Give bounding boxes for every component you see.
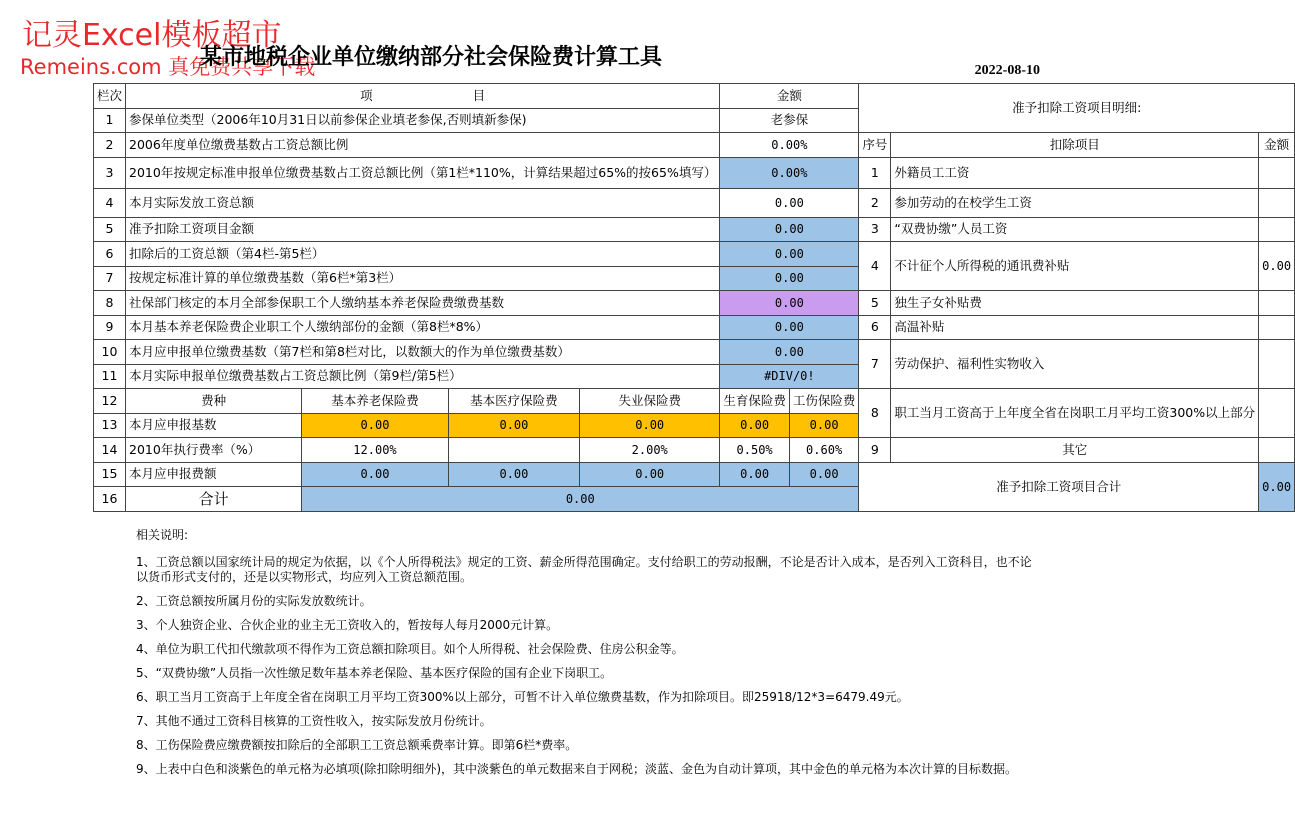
- value-cell[interactable]: 0.00%: [720, 133, 859, 158]
- deduction-number: 5: [859, 291, 891, 316]
- fee-cell-auto: 0.00: [580, 462, 720, 487]
- row-number: 5: [94, 217, 126, 242]
- row-label: 2006年度单位缴费基数占工资总额比例: [126, 133, 720, 158]
- deduction-number: 1: [859, 157, 891, 188]
- fee-cell-auto: 0.00: [448, 462, 579, 487]
- ins-col-maternity: 生育保险费: [720, 389, 790, 414]
- deduction-label: “双费协缴”人员工资: [891, 217, 1259, 242]
- row-label: 按规定标准计算的单位缴费基数（第6栏*第3栏）: [126, 266, 720, 291]
- note-item: 2、工资总额按所属月份的实际发放数统计。: [136, 594, 372, 608]
- value-cell-online[interactable]: 0.00: [720, 291, 859, 316]
- deduction-value[interactable]: [1259, 217, 1295, 242]
- note-item: 5、“双费协缴”人员指一次性缴足数年基本养老保险、基本医疗保险的国有企业下岗职工。: [136, 666, 613, 680]
- row-number: 14: [94, 438, 126, 463]
- total-label: 合计: [126, 487, 302, 512]
- note-item: 7、其他不通过工资科目核算的工资性收入，按实际发放月份统计。: [136, 714, 492, 728]
- deduction-number: 3: [859, 217, 891, 242]
- deduction-number: 7: [859, 340, 891, 389]
- deduction-total-label: 准予扣除工资项目合计: [859, 462, 1259, 512]
- deduction-label: 其它: [891, 438, 1259, 463]
- rate-cell[interactable]: 12.00%: [302, 438, 449, 463]
- deduction-number: 4: [859, 242, 891, 291]
- note-item: 4、单位为职工代扣代缴款项不得作为工资总额扣除项目。如个人所得税、社会保险费、住房公积金等。: [136, 642, 684, 656]
- col-header-xiangmu: 项 目: [126, 84, 720, 109]
- row-number: 16: [94, 487, 126, 512]
- row-number: 15: [94, 462, 126, 487]
- deduction-number: 6: [859, 315, 891, 340]
- deduction-label: 职工当月工资高于上年度全省在岗职工月平均工资300%以上部分: [891, 389, 1259, 438]
- deduction-value[interactable]: [1259, 291, 1295, 316]
- value-cell-auto: #DIV/0!: [720, 364, 859, 389]
- row-number: 1: [94, 108, 126, 133]
- deduction-value[interactable]: [1259, 188, 1295, 217]
- deduction-label: 独生子女补贴费: [891, 291, 1259, 316]
- watermark-brand: 记灵Excel模板超市: [22, 18, 282, 53]
- deduction-value[interactable]: [1259, 389, 1295, 438]
- fee-cell-auto: 0.00: [720, 462, 790, 487]
- base-cell-gold: 0.00: [302, 413, 449, 438]
- base-cell-gold: 0.00: [720, 413, 790, 438]
- row-number: 2: [94, 133, 126, 158]
- row-label: 准予扣除工资项目金额: [126, 217, 720, 242]
- rate-cell[interactable]: [448, 438, 579, 463]
- deduction-label: 高温补贴: [891, 315, 1259, 340]
- deduction-number: 2: [859, 188, 891, 217]
- ins-col-unemployment: 失业保险费: [580, 389, 720, 414]
- row-number: 10: [94, 340, 126, 365]
- row-number: 9: [94, 315, 126, 340]
- row-number: 4: [94, 188, 126, 217]
- row-number: 6: [94, 242, 126, 267]
- fee-cell-auto: 0.00: [302, 462, 449, 487]
- deduction-number: 9: [859, 438, 891, 463]
- row-number: 7: [94, 266, 126, 291]
- deduction-value[interactable]: [1259, 340, 1295, 389]
- row-label: 2010年按规定标准申报单位缴费基数占工资总额比例（第1栏*110%，计算结果超过65%的按65%填写）: [126, 157, 720, 188]
- rate-cell[interactable]: 2.00%: [580, 438, 720, 463]
- row-label: 费种: [126, 389, 302, 414]
- col-header-lanci: 栏次: [94, 84, 126, 109]
- base-cell-gold: 0.00: [789, 413, 859, 438]
- note-item: 6、职工当月工资高于上年度全省在岗职工月平均工资300%以上部分，可暂不计入单位缴费基数，作为扣除项目。即25918/12*3=6479.49元。: [136, 690, 909, 704]
- ins-col-injury: 工伤保险费: [789, 389, 859, 414]
- deduction-label: 参加劳动的在校学生工资: [891, 188, 1259, 217]
- row-number: 11: [94, 364, 126, 389]
- col-header-koucu: 扣除项目: [891, 133, 1259, 158]
- row-label: 社保部门核定的本月全部参保职工个人缴纳基本养老保险费缴费基数: [126, 291, 720, 316]
- col-header-jine: 金额: [720, 84, 859, 109]
- note-item: 1、工资总额以国家统计局的规定为依据，以《个人所得税法》规定的工资、薪金所得范围确定。支付给职工的劳动报酬，不论是否计入成本，是否列入工资科目，也不论以货币形式支付的，还是以实物形式，均应列入工资总额范围。: [136, 555, 1032, 584]
- deduction-value[interactable]: 0.00: [1259, 242, 1295, 291]
- notes-section: [136, 528, 1041, 786]
- value-cell-auto: 0.00: [720, 217, 859, 242]
- notes-heading: 相关说明:: [136, 528, 189, 542]
- row-label: 本月应申报费额: [126, 462, 302, 487]
- base-cell-gold: 0.00: [580, 413, 720, 438]
- row-label: 本月实际申报单位缴费基数占工资总额比例（第9栏/第5栏）: [126, 364, 720, 389]
- value-cell[interactable]: 0.00: [720, 188, 859, 217]
- deduction-total-value: 0.00: [1259, 462, 1295, 512]
- ins-col-medical: 基本医疗保险费: [448, 389, 579, 414]
- deduction-number: 8: [859, 389, 891, 438]
- deduction-value[interactable]: [1259, 438, 1295, 463]
- rate-cell[interactable]: 0.50%: [720, 438, 790, 463]
- value-cell-auto: 0.00: [720, 315, 859, 340]
- row-label: 本月实际发放工资总额: [126, 188, 720, 217]
- row-number: 8: [94, 291, 126, 316]
- ins-col-pension: 基本养老保险费: [302, 389, 449, 414]
- base-cell-gold: 0.00: [448, 413, 579, 438]
- row-number: 3: [94, 157, 126, 188]
- deduction-value[interactable]: [1259, 157, 1295, 188]
- row-label: 本月基本养老保险费企业职工个人缴纳部份的金额（第8栏*8%）: [126, 315, 720, 340]
- value-cell-auto: 0.00: [720, 266, 859, 291]
- total-value: 0.00: [302, 487, 859, 512]
- page-title: 某市地税企业单位缴纳部分社会保险费计算工具: [200, 45, 663, 70]
- row-label: 参保单位类型（2006年10月31日以前参保企业填老参保,否则填新参保): [126, 108, 720, 133]
- row-number: 13: [94, 413, 126, 438]
- row-label: 扣除后的工资总额（第4栏-第5栏）: [126, 242, 720, 267]
- col-header-xuhao: 序号: [859, 133, 891, 158]
- row-number: 12: [94, 389, 126, 414]
- deduction-label: 不计征个人所得税的通讯费补贴: [891, 242, 1259, 291]
- row-label: 本月应申报单位缴费基数（第7栏和第8栏对比，以数额大的作为单位缴费基数）: [126, 340, 720, 365]
- value-cell-auto: 0.00: [720, 340, 859, 365]
- note-item: 3、个人独资企业、合伙企业的业主无工资收入的，暂按每人每月2000元计算。: [136, 618, 559, 632]
- rate-cell[interactable]: 0.60%: [789, 438, 859, 463]
- report-date: 2022-08-10: [974, 63, 1040, 78]
- note-item: 8、工伤保险费应缴费额按扣除后的全部职工工资总额乘费率计算。即第6栏*费率。: [136, 738, 578, 752]
- deduction-label: 劳动保护、福利性实物收入: [891, 340, 1259, 389]
- deduction-value[interactable]: [1259, 315, 1295, 340]
- deduction-detail-title: 准予扣除工资项目明细:: [859, 84, 1295, 133]
- insured-type-cell[interactable]: 老参保: [720, 108, 859, 133]
- row-label: 2010年执行费率（%）: [126, 438, 302, 463]
- fee-cell-auto: 0.00: [789, 462, 859, 487]
- calculation-table: [93, 83, 1295, 512]
- watermark-site: Remeins.com 真免费共享下载: [20, 55, 316, 79]
- deduction-label: 外籍员工工资: [891, 157, 1259, 188]
- value-cell-auto: 0.00: [720, 242, 859, 267]
- value-cell-auto: 0.00%: [720, 157, 859, 188]
- col-header-jine2: 金额: [1259, 133, 1295, 158]
- row-label: 本月应申报基数: [126, 413, 302, 438]
- note-item: 9、上表中白色和淡紫色的单元格为必填项(除扣除明细外)，其中淡紫色的单元数据来自于网税；淡蓝、金色为自动计算项，其中金色的单元格为本次计算的目标数据。: [136, 762, 1018, 776]
